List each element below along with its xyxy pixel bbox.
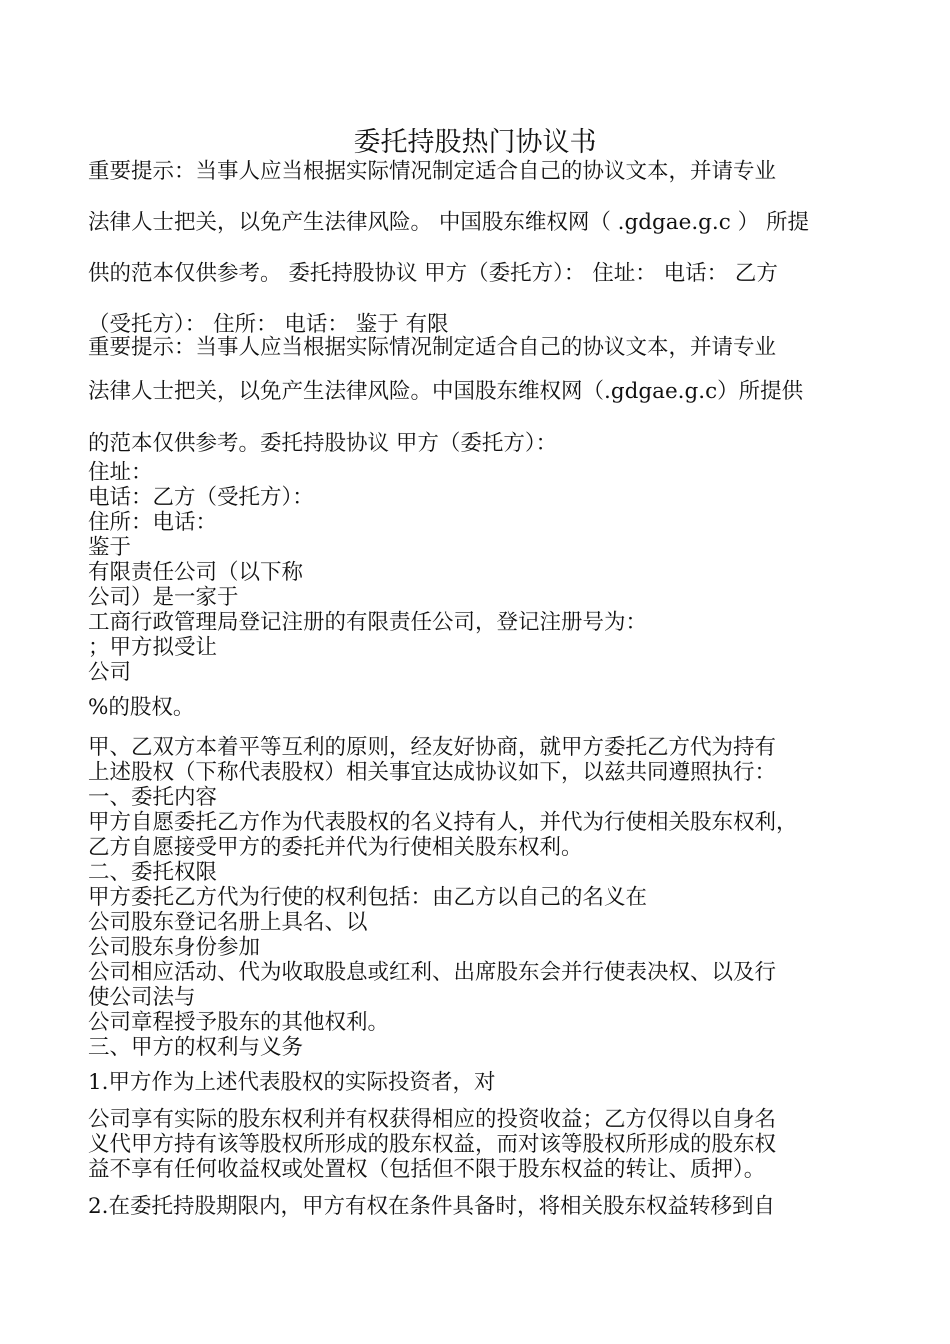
text-line: 乙方自愿接受甲方的委托并代为行使相关股东权利。	[88, 835, 583, 860]
text-line: 公司章程授予股东的其他权利。	[88, 1010, 390, 1035]
text-line: 甲、乙双方本着平等互利的原则，经友好协商，就甲方委托乙方代为持有	[88, 735, 777, 760]
section-heading: 三、甲方的权利与义务	[88, 1035, 304, 1060]
section-heading: 一、委托内容	[88, 785, 218, 810]
text-line: 重要提示：当事人应当根据实际情况制定适合自己的协议文本，并请专业	[88, 159, 777, 184]
text-line: 重要提示：当事人应当根据实际情况制定适合自己的协议文本，并请专业	[88, 335, 777, 360]
section-heading: 二、委托权限	[88, 860, 218, 885]
text-line: 使公司法与	[88, 985, 196, 1010]
paragraph-clause-1-continued	[88, 1107, 878, 1182]
paragraph-clause-2	[88, 1194, 878, 1219]
text-line: 公司相应活动、代为收取股息或红利、出席股东会并行使表决权、以及行	[88, 960, 777, 985]
text-line: 公司股东登记名册上具名、以	[88, 910, 368, 935]
text-line: 公司股东身份参加	[88, 935, 261, 960]
text-line: 甲方委托乙方代为行使的权利包括：由乙方以自己的名义在	[88, 885, 648, 910]
text-line: 公司	[88, 660, 132, 685]
document-title: 委托持股热门协议书	[353, 127, 597, 158]
text-line: 鉴于	[88, 535, 132, 560]
text-line: 住所：电话：	[88, 510, 218, 535]
text-line: 法律人士把关，以免产生法律风险。 中国股东维权网（ .gdgae.g.c ） 所提	[88, 210, 809, 235]
text-line: 的范本仅供参考。委托持股协议 甲方（委托方）：	[88, 431, 558, 456]
text-line: 工商行政管理局登记注册的有限责任公司，登记注册号为：	[88, 610, 648, 635]
text-line: 义代甲方持有该等股权所形成的股东权益，而对该等股权所形成的股东权	[88, 1132, 777, 1157]
text-line: 有限责任公司（以下称	[88, 560, 304, 585]
text-line: （受托方）： 住所： 电话： 鉴于 有限	[88, 312, 449, 337]
paragraph-equity-percent	[88, 695, 878, 720]
text-line: 公司享有实际的股东权利并有权获得相应的投资收益；乙方仅得以自身名	[88, 1107, 777, 1132]
text-line: 2.在委托持股期限内，甲方有权在条件具备时，将相关股东权益转移到自	[88, 1194, 776, 1219]
paragraph-agreement-body	[88, 735, 878, 1060]
text-line: 住址：	[88, 460, 153, 485]
text-line: ；甲方拟受让	[88, 635, 218, 660]
text-line: 1.甲方作为上述代表股权的实际投资者，对	[88, 1070, 496, 1095]
text-line: 供的范本仅供参考。 委托持股协议 甲方（委托方）： 住址： 电话： 乙方	[88, 261, 778, 286]
text-line: 法律人士把关，以免产生法律风险。中国股东维权网（.gdgae.g.c）所提供	[88, 379, 804, 404]
text-line: %的股权。	[88, 695, 195, 720]
text-line: 益不享有任何收益权或处置权（包括但不限于股东权益的转让、质押）。	[88, 1157, 766, 1182]
paragraph-party-info	[88, 460, 878, 685]
text-line: 上述股权（下称代表股权）相关事宜达成协议如下，以兹共同遵照执行：	[88, 760, 777, 785]
paragraph-clause-1	[88, 1070, 878, 1095]
text-line: 公司）是一家于	[88, 585, 239, 610]
paragraph-important-notice-1	[88, 157, 878, 361]
paragraph-important-notice-2	[88, 333, 878, 473]
text-line: 甲方自愿委托乙方作为代表股权的名义持有人，并代为行使相关股东权利，	[88, 810, 798, 835]
text-line: 电话：乙方（受托方）：	[88, 485, 314, 510]
